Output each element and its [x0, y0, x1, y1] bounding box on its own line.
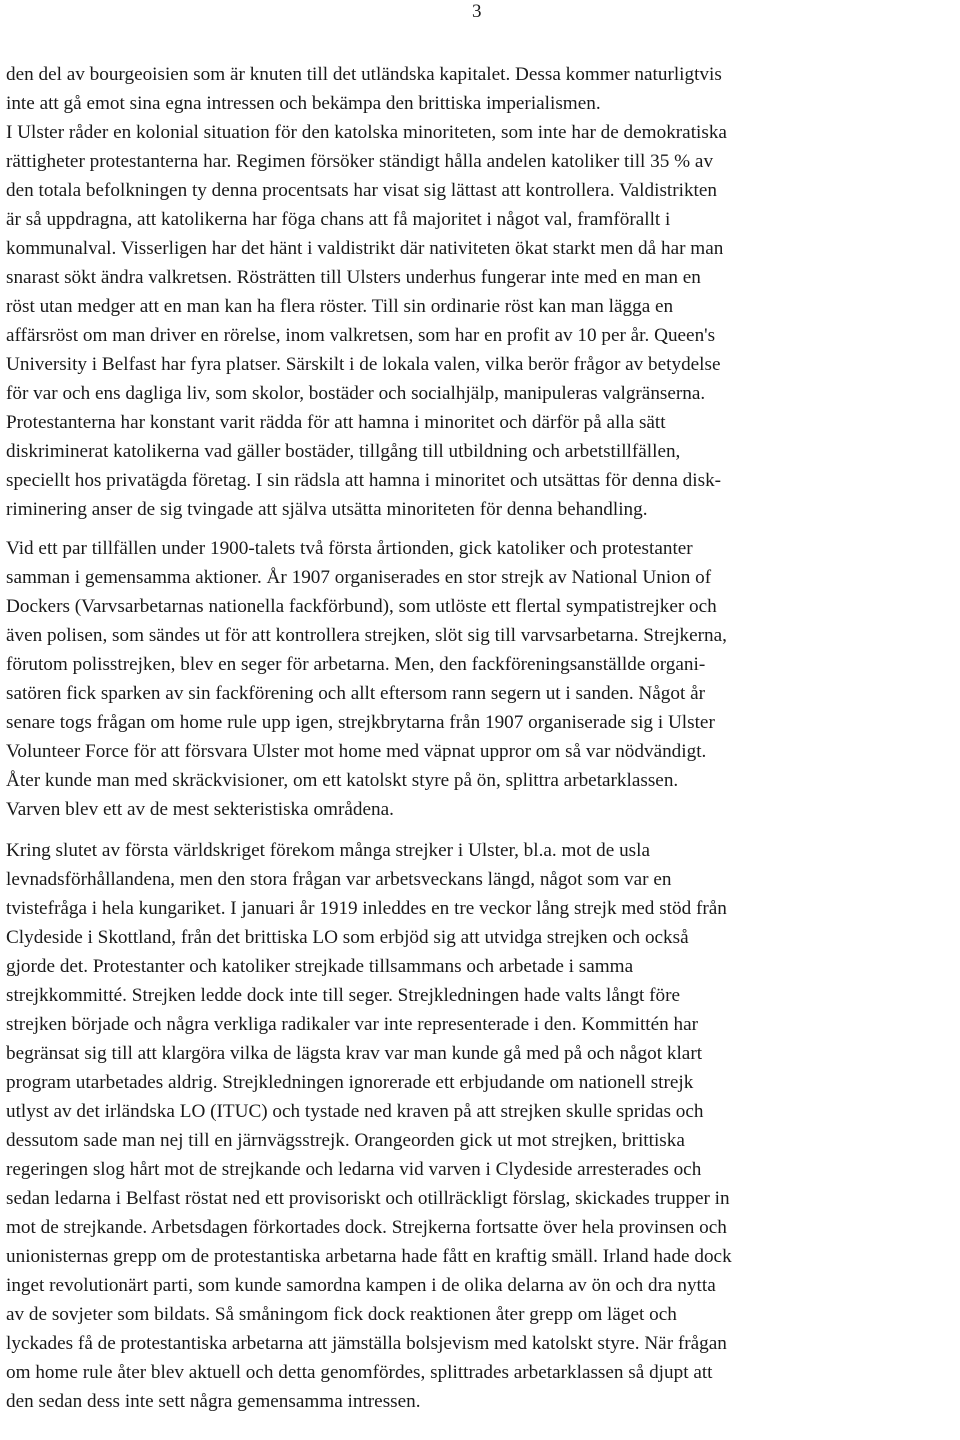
text-line: Clydeside i Skottland, från det brittiska LO som erbjöd sig att utvidga strejken och också	[6, 927, 689, 948]
text-line: den sedan dess inte sett några gemensamma intressen.	[6, 1391, 421, 1412]
paragraph-1	[6, 60, 956, 524]
text-line: rättigheter protestanterna har. Regimen försöker ständigt hålla andelen katoliker till 35 % av	[6, 151, 714, 172]
text-line: begränsat sig till att klargöra vilka de lägsta krav var man kunde gå med på och något klart	[6, 1043, 703, 1064]
text-line: satören fick sparken av sin fackförening och allt eftersom rann segern ut i sanden. Något år	[6, 683, 706, 704]
text-line: Vid ett par tillfällen under 1900-talets två första årtionden, gick katoliker och protestanter	[6, 538, 693, 559]
text-line: är så uppdragna, att katolikerna har föga chans att få majoritet i något val, framförallt i	[6, 209, 671, 230]
text-line: den del av bourgeoisien som är knuten till det utländska kapitalet. Dessa kommer naturligtvis	[6, 64, 722, 85]
text-line: University i Belfast har fyra platser. Särskilt i de lokala valen, vilka berör frågor av betydelse	[6, 354, 721, 375]
text-line: speciellt hos privatägda företag. I sin rädsla att hamna i minoritet och utsättas för denna disk-	[6, 470, 722, 491]
text-line: Protestanterna har konstant varit rädda för att hamna i minoritet och därför på alla sätt	[6, 412, 666, 433]
text-line: om home rule åter blev aktuell och detta genomfördes, splittrades arbetarklassen så djupt att	[6, 1362, 713, 1383]
text-line: senare togs frågan om home rule upp igen, strejkbrytarna från 1907 organiserade sig i Ulster	[6, 712, 715, 733]
text-line: Åter kunde man med skräckvisioner, om ett katolskt styre på ön, splittra arbetarklassen.	[6, 770, 679, 791]
text-line: förutom polisstrejken, blev en seger för arbetarna. Men, den fackföreningsanställde organi-	[6, 654, 706, 675]
text-line: lyckades få de protestantiska arbetarna att jämställa bolsjevism med katolskt styre. När frågan	[6, 1333, 727, 1354]
text-line: inte att gå emot sina egna intressen och bekämpa den brittiska imperialismen.	[6, 93, 601, 114]
text-line: röst utan medger att en man kan ha flera röster. Till sin ordinarie röst kan man lägga en	[6, 296, 674, 317]
text-line: program utarbetades aldrig. Strejkledningen ignorerade ett erbjudande om nationell strejk	[6, 1072, 694, 1093]
text-line: tvistefråga i hela kungariket. I januari år 1919 inleddes en tre veckor lång strejk med stöd från	[6, 898, 727, 919]
text-line: levnadsförhållandena, men den stora frågan var arbetsveckans längd, något som var en	[6, 869, 672, 890]
text-line: inget revolutionärt parti, som kunde samordna kampen i de olika delarna av ön och dra nytta	[6, 1275, 716, 1296]
text-line: kommunalval. Visserligen har det hänt i valdistrikt där nativiteten ökat starkt men då har man	[6, 238, 724, 259]
text-line: regeringen slog hårt mot de strejkande och ledarna vid varven i Clydeside arresterades och	[6, 1159, 702, 1180]
text-line: strejkkommitté. Strejken ledde dock inte till seger. Strejkledningen hade valts långt före	[6, 985, 681, 1006]
text-line: affärsröst om man driver en rörelse, inom valkretsen, som har en profit av 10 per år. Queen's	[6, 325, 716, 346]
text-line: unionisternas grepp om de protestantiska arbetarna hade fått en kraftig smäll. Irland hade dock	[6, 1246, 732, 1267]
text-line: Dockers (Varvsarbetarnas nationella fackförbund), som utlöste ett flertal sympatistrejker och	[6, 596, 717, 617]
text-line: I Ulster råder en kolonial situation för den katolska minoriteten, som inte har de demokratiska	[6, 122, 727, 143]
text-line: strejken började och några verkliga radikaler var inte representerade i den. Kommittén har	[6, 1014, 699, 1035]
text-line: dessutom sade man nej till en järnvägsstrejk. Orangeorden gick ut mot strejken, brittiska	[6, 1130, 685, 1151]
text-line: riminering anser de sig tvingade att själva utsätta minoriteten för denna behandling.	[6, 499, 648, 520]
paragraph-3	[6, 836, 956, 1416]
text-line: mot de strejkande. Arbetsdagen förkortades dock. Strejkerna fortsatte över hela provinsen och	[6, 1217, 727, 1238]
page-number: 3	[472, 1, 482, 22]
text-line: gjorde det. Protestanter och katoliker strejkade tillsammans och arbetade i samma	[6, 956, 634, 977]
text-line: även polisen, som sändes ut för att kontrollera strejken, slöt sig till varvsarbetarna. Strejkerna,	[6, 625, 727, 646]
text-line: utlyst av det irländska LO (ITUC) och tystade ned kraven på att strejken skulle spridas och	[6, 1101, 704, 1122]
text-line: Volunteer Force för att försvara Ulster mot home med väpnat uppror om så var nödvändigt.	[6, 741, 707, 762]
text-line: sedan ledarna i Belfast röstat ned ett provisoriskt och otillräckligt förslag, skickades trupper in	[6, 1188, 730, 1209]
text-line: Kring slutet av första världskriget förekom många strejker i Ulster, bl.a. mot de usla	[6, 840, 650, 861]
text-line: av de sovjeter som bildats. Så småningom fick dock reaktionen åter grepp om läget och	[6, 1304, 677, 1325]
text-line: för var och ens dagliga liv, som skolor, bostäder och socialhjälp, manipuleras valgränserna.	[6, 383, 706, 404]
text-line: samman i gemensamma aktioner. År 1907 organiserades en stor strejk av National Union of	[6, 567, 712, 588]
paragraph-2	[6, 534, 956, 824]
text-line: diskriminerat katolikerna vad gäller bostäder, tillgång till utbildning och arbetstillfällen,	[6, 441, 681, 462]
body-text	[6, 60, 956, 1416]
text-line: den totala befolkningen ty denna procentsats har visat sig lättast att kontrollera. Valdistrikten	[6, 180, 717, 201]
text-line: Varven blev ett av de mest sekteristiska områdena.	[6, 799, 394, 820]
text-line: snarast sökt ändra valkretsen. Rösträtten till Ulsters underhus fungerar inte med en man en	[6, 267, 701, 288]
